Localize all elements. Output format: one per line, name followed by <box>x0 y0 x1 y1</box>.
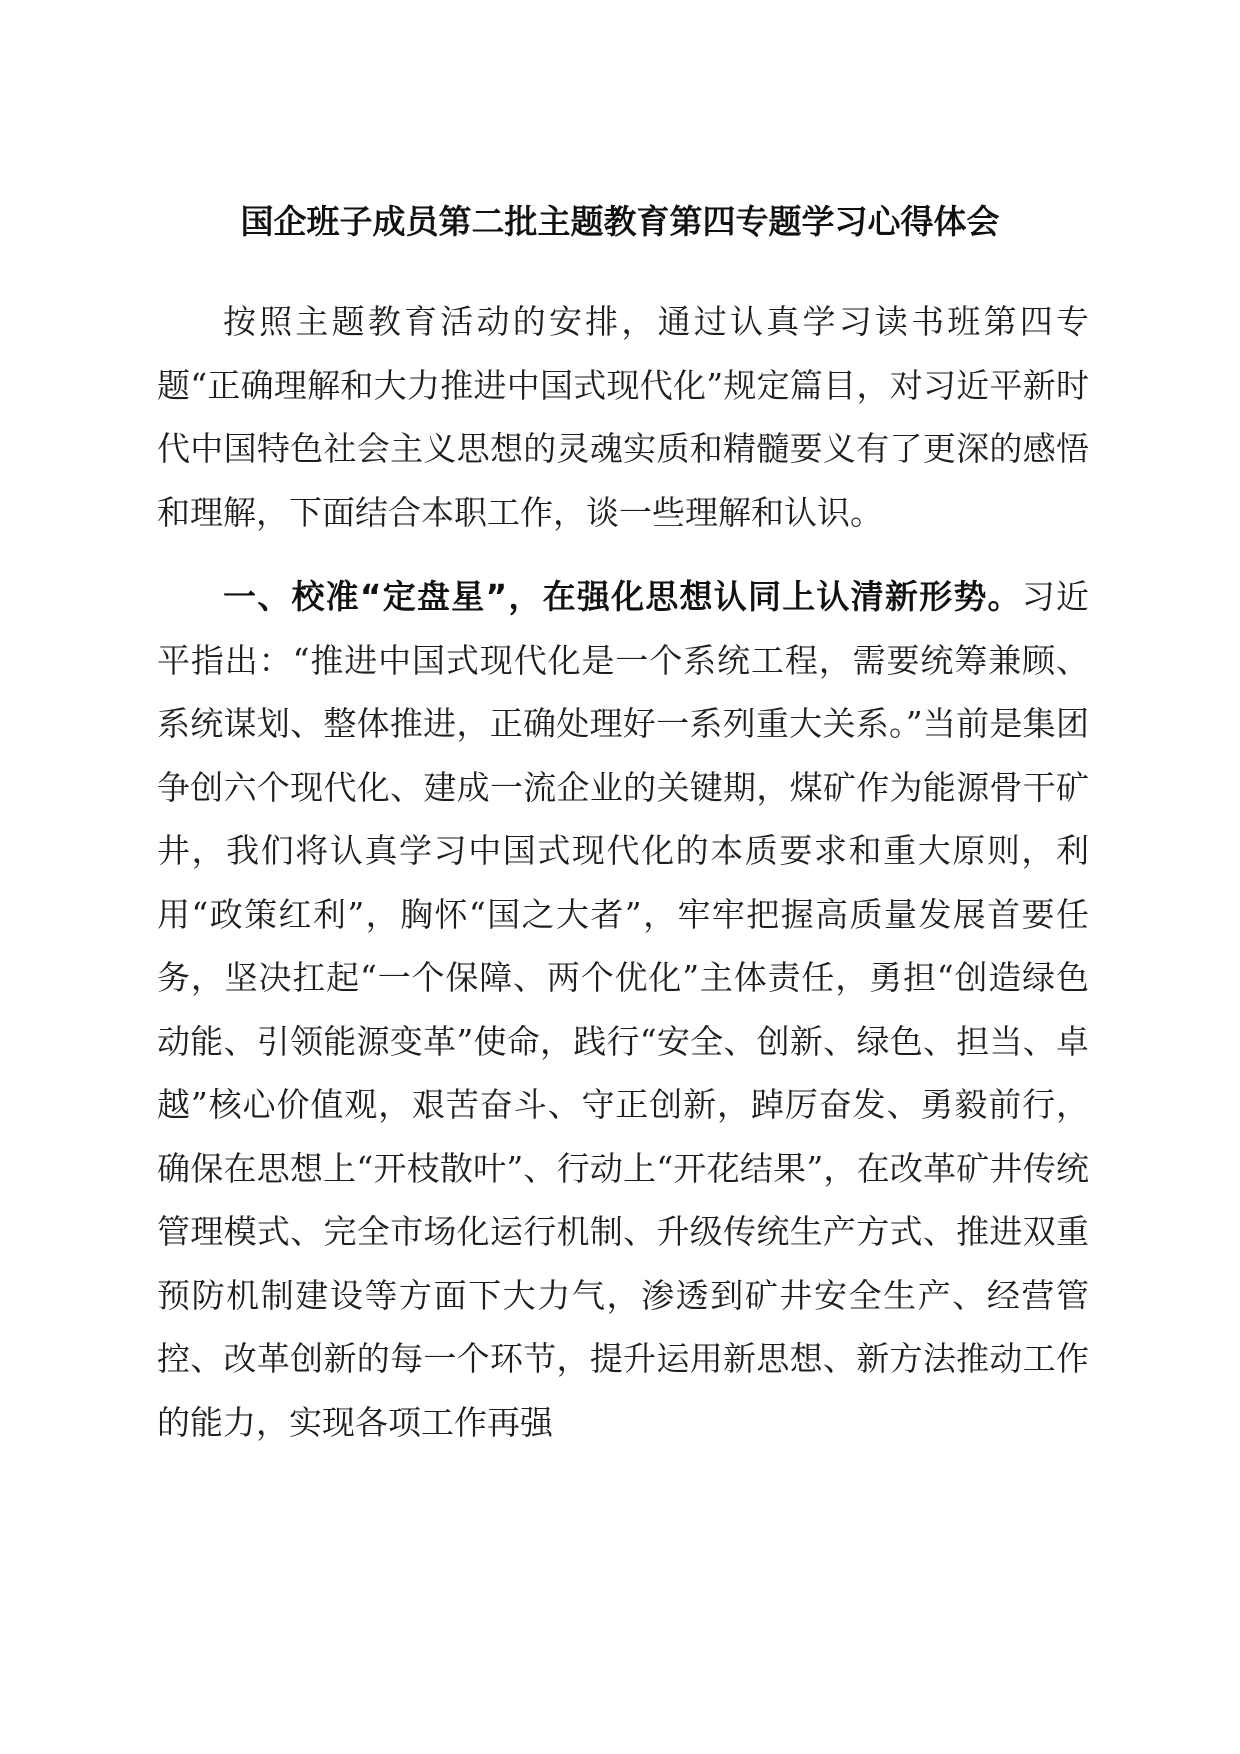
intro-line: 感悟和理解，下面结合本职工作，谈一些理解和认识。 <box>157 429 1090 532</box>
intro-line: 按照主题教育活动的安排，通过认真学习读书班第四专题 <box>157 302 1089 405</box>
section-one-heading: 一、校准“定盘星”，在强化思想认同上认清新形势。 <box>223 577 1022 616</box>
section-one-line: 则，利用“政策红利”，胸怀“国之大者”，牢牢把握高质量 <box>157 831 1090 934</box>
section-one-line: 勇担“创造绿色动能、引领能源变革”使命，践行“安全、创 <box>157 958 1089 1061</box>
section-one-line: 发展首要任务，坚决扛起“一个保障、两个优化”主体责任， <box>157 894 1090 997</box>
document-title: 国企班子成员第二批主题教育第四专题学习心得体会 <box>240 202 1000 241</box>
section-one-line: 提升运用新思想、新方法推动工作的能力，实现各项工作再强 <box>157 1339 1090 1442</box>
section-one-line: 习近 <box>1021 577 1089 616</box>
section-one-line: 气，渗透到矿井安全生产、经营管控、改革创新的每一个环节， <box>157 1275 1090 1378</box>
section-one-line: 系统谋划、整体推进，正确处理好一系列重大关系。”当前是 <box>157 704 1023 743</box>
section-one-line: 新、绿色、担当、卓越”核心价值观，艰苦奋斗、守正创新， <box>157 1021 1089 1124</box>
intro-line: 时代中国特色社会主义思想的灵魂实质和精髓要义有了更深的 <box>157 365 1089 468</box>
section-one-line: 制、升级传统生产方式、推进双重预防机制建设等方面下大力 <box>157 1212 1090 1315</box>
section-one-line: 平指出：“推进中国式现代化是一个系统工程，需要统筹兼顾、 <box>157 640 1089 680</box>
intro-paragraph <box>157 290 1089 544</box>
section-one-line: “开花结果”，在改革矿井传统管理模式、完全市场化运行机 <box>157 1148 1089 1251</box>
intro-line: “正确理解和大力推进中国式现代化”规定篇目，对习近平新 <box>190 365 1056 405</box>
section-one-line: 踔厉奋发、勇毅前行，确保在思想上“开枝散叶”、行动上 <box>157 1085 1090 1188</box>
section-one-line: 集团争创六个现代化、建成一流企业的关键期，煤矿作为能源 <box>157 704 1090 807</box>
section-one-line: 骨干矿井，我们将认真学习中国式现代化的本质要求和重大原 <box>157 767 1090 870</box>
section-one-paragraph <box>157 565 1089 1454</box>
